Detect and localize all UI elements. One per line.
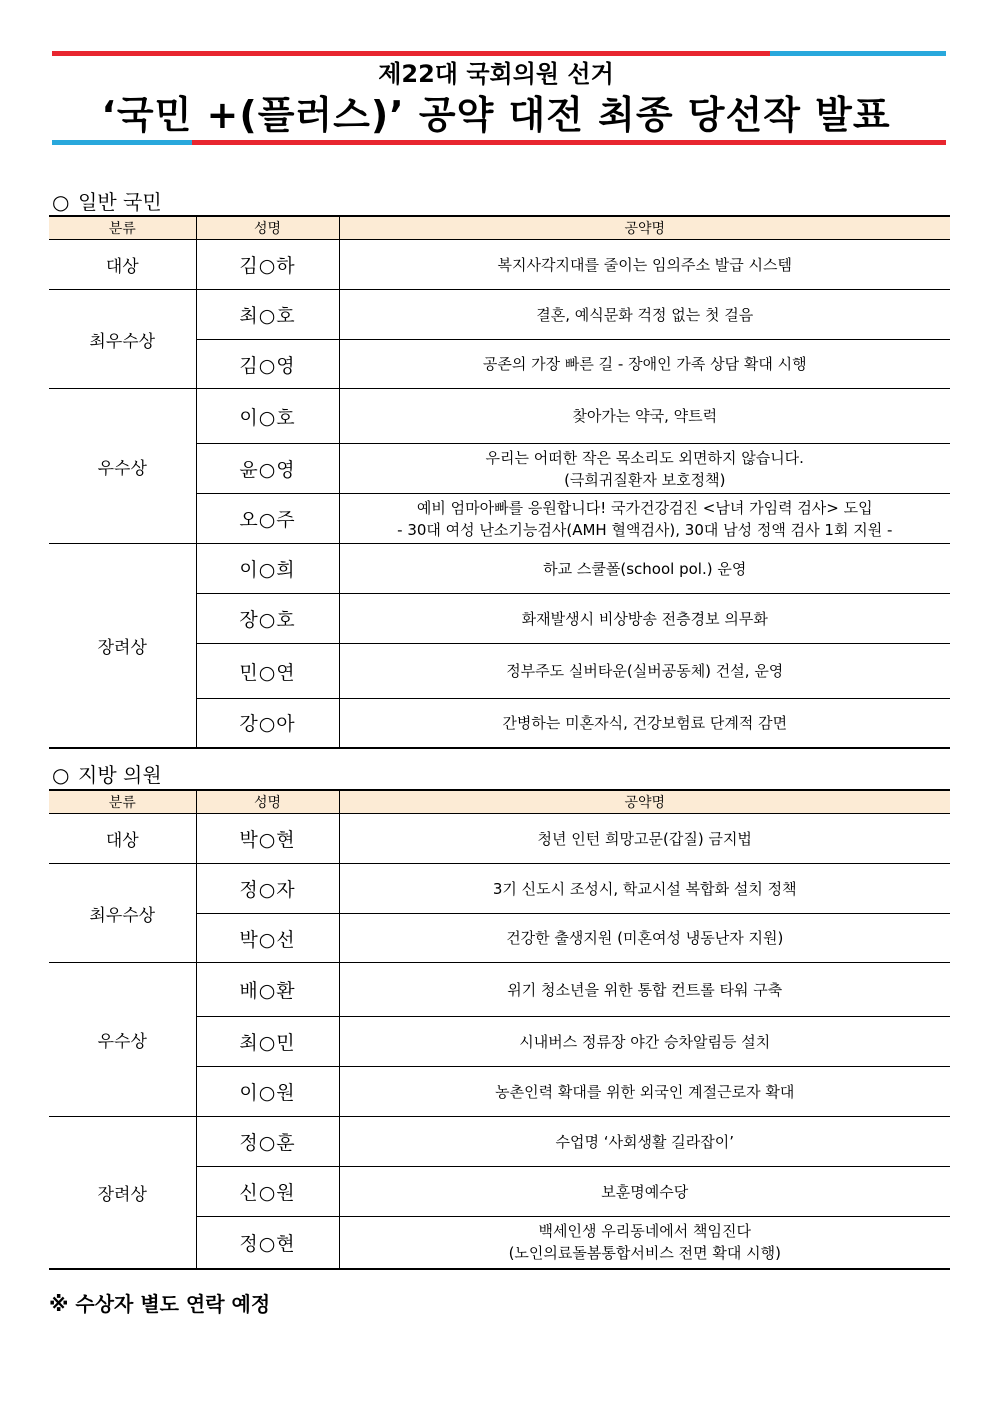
section-title-local-council	[52, 762, 162, 788]
pledge-line: 정부주도 실버타운(실버공동체) 건설, 운영	[506, 662, 784, 680]
pledge-title	[339, 594, 950, 644]
pledge-line: 하교 스쿨폴(school pol.) 운영	[543, 559, 747, 578]
pledge-line: 수업명 ‘사회생활 길라잡이’	[555, 1132, 734, 1151]
award-category: 장려상	[49, 1117, 196, 1269]
footnote: ※ 수상자 별도 연락 예정	[49, 1292, 271, 1316]
award-category: 최우수상	[49, 290, 196, 389]
winner-name: 정○자	[196, 864, 339, 914]
table-row	[49, 814, 950, 864]
pledge-line: 보훈명예수당	[601, 1182, 689, 1201]
table-row	[49, 864, 950, 914]
winner-name: 정○현	[196, 1217, 339, 1269]
pledge-title	[339, 864, 950, 914]
award-category: 장려상	[49, 544, 196, 748]
column-header-pledge: 공약명	[339, 216, 950, 240]
pledge-line: 청년 인턴 희망고문(갑질) 금지법	[537, 829, 752, 848]
winner-name: 이○원	[196, 1067, 339, 1117]
pledge-title	[339, 1117, 950, 1167]
page-title: ‘국민 +(플러스)’ 공약 대전 최종 당선작 발표	[101, 93, 891, 137]
winner-name: 윤○영	[196, 444, 339, 494]
pledge-line: (노인의료돌봄통합서비스 전면 확대 시행)	[508, 1244, 781, 1263]
pledge-title	[339, 240, 950, 290]
pledge-line: 찾아가는 약국, 약트럭	[572, 407, 718, 425]
pledge-title	[339, 290, 950, 340]
pledge-title	[339, 963, 950, 1017]
pledge-line: 3기 신도시 조성시, 학교시설 복합화 설치 정책	[492, 879, 797, 898]
pledge-line: 우리는 어떠한 작은 목소리도 외면하지 않습니다.	[485, 448, 804, 467]
winner-name: 박○현	[196, 814, 339, 864]
pledge-line: 간병하는 미혼자식, 건강보험료 단계적 감면	[502, 713, 788, 732]
circle-bullet-icon: ○	[52, 763, 70, 787]
award-table-local-council	[49, 789, 950, 1270]
award-category: 우수상	[49, 963, 196, 1117]
column-header-name: 성명	[196, 790, 339, 814]
award-category: 대상	[49, 240, 196, 290]
table-header-row	[49, 790, 950, 814]
table-row	[49, 963, 950, 1017]
column-header-name: 성명	[196, 216, 339, 240]
table-row	[49, 290, 950, 340]
column-header-pledge: 공약명	[339, 790, 950, 814]
award-table-general-public	[49, 215, 950, 749]
winner-name: 배○환	[196, 963, 339, 1017]
pledge-line: 예비 엄마아빠를 응원합니다! 국가건강검진 <남녀 가임력 검사> 도입	[416, 498, 873, 517]
winner-name: 신○원	[196, 1167, 339, 1217]
section-title-text: 지방 의원	[78, 763, 162, 787]
winner-name: 민○연	[196, 644, 339, 699]
header-rule-blue-top	[770, 51, 946, 56]
pledge-title	[339, 814, 950, 864]
pledge-line: 공존의 가장 빠른 길 - 장애인 가족 상담 확대 시행	[482, 355, 807, 373]
winner-name: 정○훈	[196, 1117, 339, 1167]
pledge-line: 건강한 출생지원 (미혼여성 냉동난자 지원)	[506, 929, 784, 947]
table-header-row	[49, 216, 950, 240]
header-rule-blue-bottom	[52, 140, 192, 145]
page-subtitle: 제22대 국회의원 선거	[378, 60, 614, 88]
winner-name: 이○호	[196, 389, 339, 444]
table-row	[49, 240, 950, 290]
winner-name: 이○희	[196, 544, 339, 594]
winner-name: 김○하	[196, 240, 339, 290]
pledge-line: 백세인생 우리동네에서 책임진다	[538, 1222, 751, 1241]
table-row	[49, 544, 950, 594]
section-title-text: 일반 국민	[78, 190, 162, 214]
column-header-category: 분류	[49, 790, 196, 814]
pledge-title	[339, 340, 950, 389]
pledge-title	[339, 1167, 950, 1217]
pledge-title	[339, 389, 950, 444]
pledge-line: 화재발생시 비상방송 전층경보 의무화	[521, 609, 768, 628]
header-rule-red-top	[52, 51, 770, 56]
pledge-line: - 30대 여성 난소기능검사(AMH 혈액검사), 30대 남성 정액 검사 1회 지원 -	[397, 520, 893, 539]
table-row	[49, 1117, 950, 1167]
pledge-title	[339, 699, 950, 748]
award-category: 최우수상	[49, 864, 196, 963]
column-header-category: 분류	[49, 216, 196, 240]
circle-bullet-icon: ○	[52, 190, 70, 214]
winner-name: 최○민	[196, 1017, 339, 1067]
pledge-title	[339, 1017, 950, 1067]
pledge-line: 결혼, 예식문화 걱정 없는 첫 걸음	[536, 305, 754, 324]
table-row	[49, 389, 950, 444]
winner-name: 오○주	[196, 494, 339, 544]
winner-name: 강○아	[196, 699, 339, 748]
winner-name: 최○호	[196, 290, 339, 340]
pledge-line: 시내버스 정류장 야간 승차알림등 설치	[519, 1032, 771, 1051]
section-title-general-public	[52, 189, 162, 215]
header-rule-red-bottom	[192, 140, 946, 145]
pledge-line: 농촌인력 확대를 위한 외국인 계절근로자 확대	[495, 1082, 795, 1101]
winner-name: 김○영	[196, 340, 339, 389]
winner-name: 박○선	[196, 914, 339, 963]
award-category: 우수상	[49, 389, 196, 544]
pledge-line: 위기 청소년을 위한 통합 컨트롤 타워 구축	[507, 980, 783, 999]
pledge-line: (극희귀질환자 보호정책)	[564, 470, 726, 489]
pledge-title	[339, 544, 950, 594]
pledge-title	[339, 914, 950, 963]
pledge-title	[339, 1217, 950, 1269]
pledge-title	[339, 444, 950, 494]
pledge-title	[339, 1067, 950, 1117]
pledge-line: 복지사각지대를 줄이는 임의주소 발급 시스템	[497, 255, 792, 274]
winner-name: 장○호	[196, 594, 339, 644]
award-category: 대상	[49, 814, 196, 864]
pledge-title	[339, 494, 950, 544]
pledge-title	[339, 644, 950, 699]
